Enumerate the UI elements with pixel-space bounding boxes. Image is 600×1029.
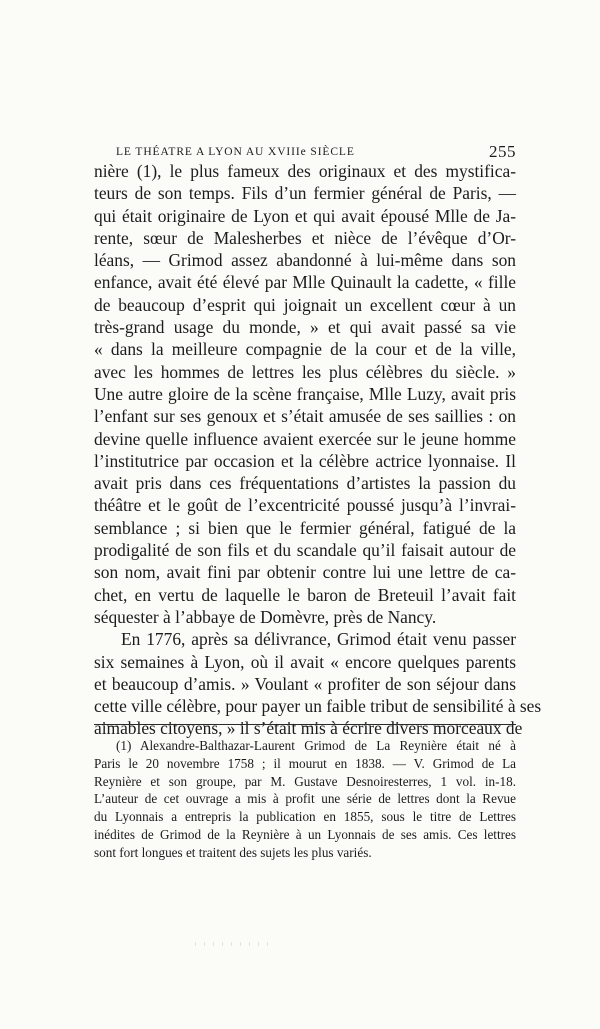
body-line: l’institutrice par occasion et la célèbre actrice lyonnaise. Il (94, 450, 516, 471)
body-line: théâtre et le goût de l’excentricité poussé jusqu’à l’invrai- (94, 495, 516, 516)
body-line: cette ville célèbre, pour payer un faible tribut de sensibilité à ses (94, 696, 542, 717)
body-line: semblance ; si bien que le fermier général, fatigué de la (94, 517, 516, 538)
body-line: léans, — Grimod assez abandonné à lui-même dans son (94, 250, 516, 271)
body-line: chet, en vertu de laquelle le baron de Breteuil l’avait fait (94, 584, 516, 605)
body-line: l’enfant sur ses genoux et s’était amusée de ses saillies : on (94, 406, 516, 427)
footnote-line: Paris le 20 novembre 1758 ; il mourut en 1838. — V. Grimod de La (94, 755, 516, 771)
body-line: qui était originaire de Lyon et qui avait épousé Mlle de Ja- (94, 205, 516, 226)
body-line: « dans la meilleure compagnie de la cour et de la ville, (94, 339, 516, 360)
body-line: En 1776, après sa délivrance, Grimod était venu passer (121, 629, 516, 650)
body-line: teurs de son temps. Fils d’un fermier général de Paris, — (94, 183, 516, 204)
body-text (94, 160, 542, 740)
body-line: rente, sœur de Malesherbes et nièce de l’évêque d’Or- (94, 227, 516, 248)
footnote-divider (94, 724, 516, 725)
footnote-line: sont fort longues et traitent des sujets les plus variés. (94, 844, 372, 860)
paper-specks (195, 942, 275, 946)
body-line: avait pris dans ces fréquentations d’artistes la passion du (94, 473, 516, 494)
body-line: avec les hommes de lettres les plus célèbres du siècle. » (94, 361, 516, 382)
body-line: Une autre gloire de la scène française, Mlle Luzy, avait pris (94, 383, 516, 404)
body-line: nière (1), le plus fameux des originaux et des mystifica- (94, 161, 516, 181)
footnote-line: du Lyonnais a entrepris la publication en 1855, sous le titre de Lettres (94, 809, 516, 825)
footnote-line: L’auteur de cet ouvrage a mis à profit une série de lettres dont la Revue (94, 791, 516, 807)
footnote-line: inédites de Grimod de la Reynière à un Lyonnais de ses amis. Ces lettres (94, 826, 516, 842)
body-line: aimables citoyens, » il s’était mis à écrire divers morceaux de (94, 718, 523, 739)
body-line: de beaucoup d’esprit qui joignait un excellent cœur à un (94, 294, 516, 315)
footnote-line: Reynière et son groupe, par M. Gustave Desnoiresterres, 1 vol. in-18. (94, 773, 516, 789)
body-line: six semaines à Lyon, où il avait « encore quelques parents (94, 651, 516, 672)
body-line: son nom, avait fini par obtenir contre lui une lettre de ca- (94, 562, 516, 583)
footnote (94, 737, 516, 862)
body-line: enfance, avait été élevé par Mlle Quinault la cadette, « fille (94, 272, 516, 293)
running-title: LE THÉATRE A LYON AU XVIIIe SIÈCLE (116, 146, 355, 158)
body-line: prodigalité de son fils et du scandale qu’il faisait autour de (94, 540, 516, 561)
footnote-line: (1) Alexandre-Balthazar-Laurent Grimod de La Reynière était né à (116, 738, 516, 753)
page-number: 255 (489, 142, 516, 161)
body-line: et beaucoup d’amis. » Voulant « profiter de son séjour dans (94, 673, 516, 694)
body-line: séquester à l’abbaye de Domèvre, près de Nancy. (94, 606, 437, 627)
body-line: très-grand usage du monde, » et qui avait passé sa vie (94, 317, 516, 338)
body-line: devine quelle influence avaient exercée sur le jeune homme (94, 428, 516, 449)
